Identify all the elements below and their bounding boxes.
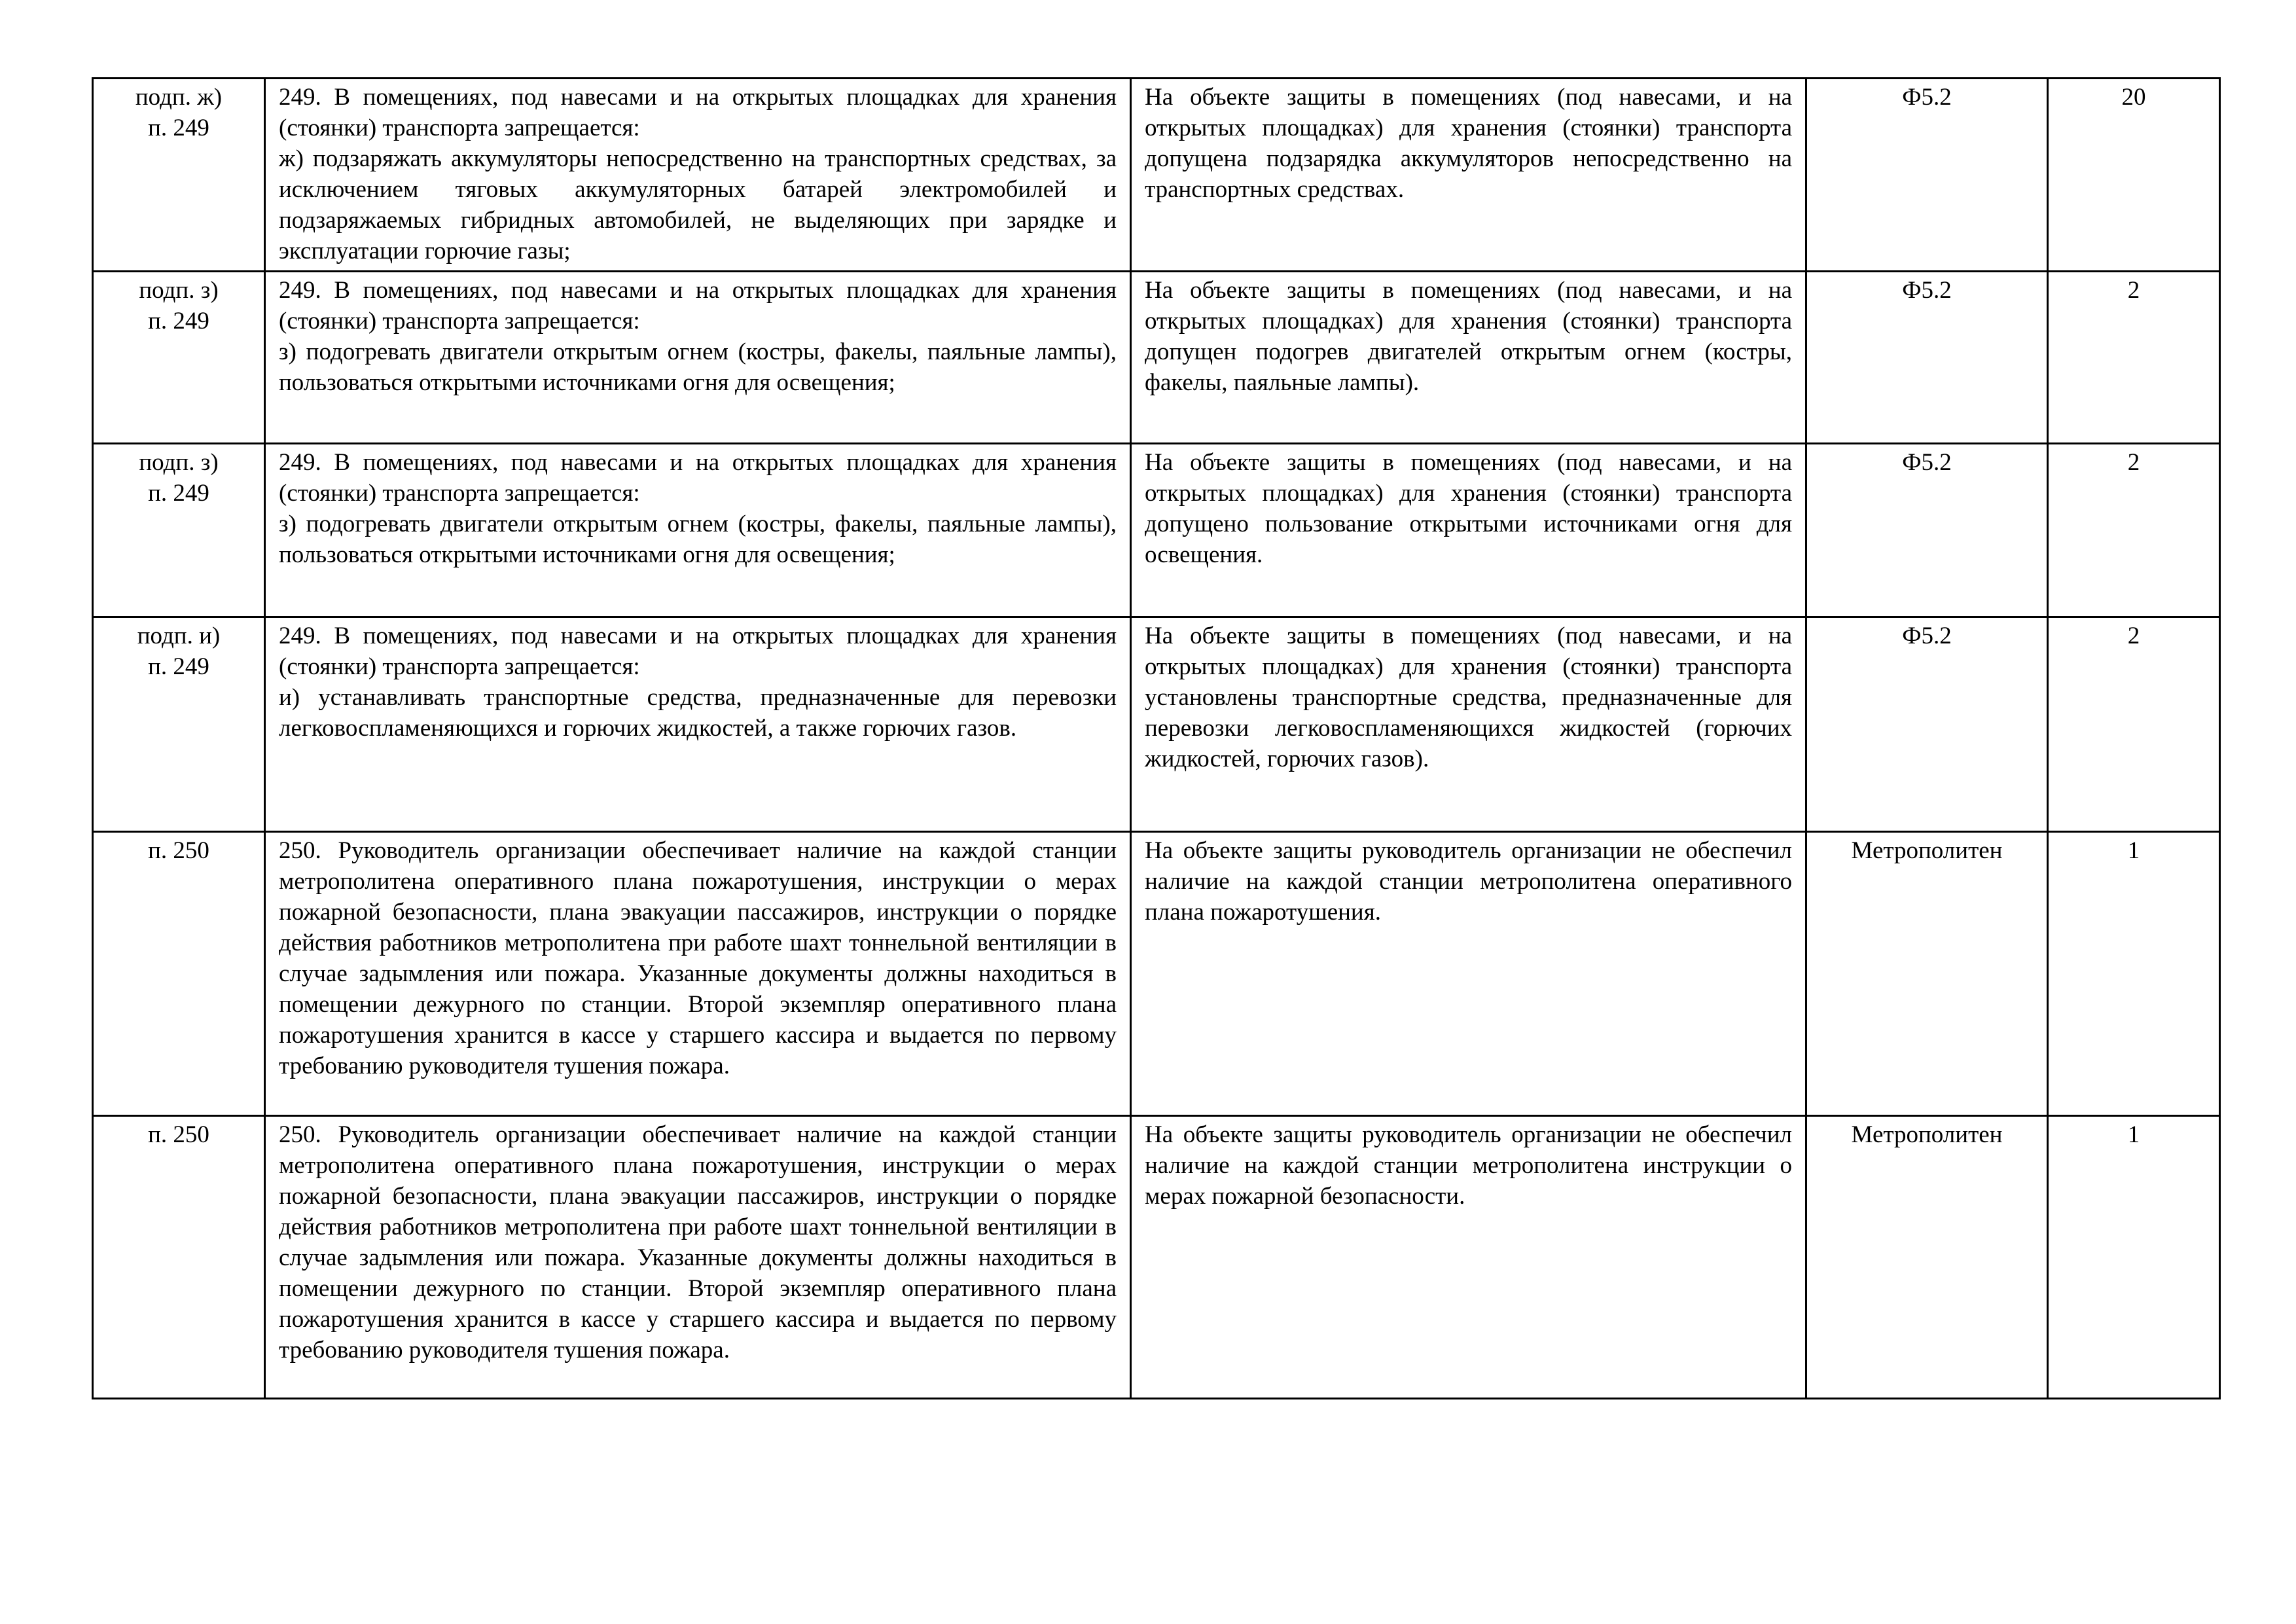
violation-text: На объекте защиты в помещениях (под навесами, и на открытых площадках) для хранения (стоянки) транспорта установлены транспортные средства, предназначенные для перевозки легковоспламеняющихся жидкостей (горючих жидкостей, горючих газов).: [1131, 617, 1806, 832]
table-row: [93, 79, 2220, 272]
violation-text: На объекте защиты в помещениях (под навесами, и на открытых площадках) для хранения (стоянки) транспорта допущена подзарядка аккумуляторов непосредственно на транспортных средствах.: [1131, 79, 1806, 272]
table-row: [93, 1116, 2220, 1399]
violation-text: На объекте защиты в помещениях (под навесами, и на открытых площадках) для хранения (стоянки) транспорта допущено пользование открытыми источниками огня для освещения.: [1131, 444, 1806, 617]
requirement-text: 249. В помещениях, под навесами и на открытых площадках для хранения (стоянки) транспорта запрещается: и) устанавливать транспортные средства, предназначенные для перевозки легковоспламеняющихся и горючих жидкостей, а также горючих газов.: [265, 617, 1131, 832]
clause-reference: подп. ж) п. 249: [93, 79, 265, 272]
object-category: Ф5.2: [1806, 444, 2048, 617]
requirement-text: 250. Руководитель организации обеспечивает наличие на каждой станции метрополитена оперативного плана пожаротушения, инструкции о мерах пожарной безопасности, плана эвакуации пассажиров, инструкции о порядке действия работников метрополитена при работе шахт тоннельной вентиляции в случае задымления или пожара. Указанные документы должны находиться в помещении дежурного по станции. Второй экземпляр оперативного плана пожаротушения хранится в кассе у старшего кассира и выдается по первому требованию руководителя тушения пожара.: [265, 832, 1131, 1116]
table-row: [93, 272, 2220, 444]
requirement-text: 249. В помещениях, под навесами и на открытых площадках для хранения (стоянки) транспорта запрещается: з) подогревать двигатели открытым огнем (костры, факелы, паяльные лампы), пользоваться открытыми источниками огня для освещения;: [265, 272, 1131, 444]
requirement-text: 250. Руководитель организации обеспечивает наличие на каждой станции метрополитена оперативного плана пожаротушения, инструкции о мерах пожарной безопасности, плана эвакуации пассажиров, инструкции о порядке действия работников метрополитена при работе шахт тоннельной вентиляции в случае задымления или пожара. Указанные документы должны находиться в помещении дежурного по станции. Второй экземпляр оперативного плана пожаротушения хранится в кассе у старшего кассира и выдается по первому требованию руководителя тушения пожара.: [265, 1116, 1131, 1399]
table-row: [93, 444, 2220, 617]
violation-text: На объекте защиты руководитель организации не обеспечил наличие на каждой станции метрополитена инструкции о мерах пожарной безопасности.: [1131, 1116, 1806, 1399]
object-category: Ф5.2: [1806, 617, 2048, 832]
object-category: Метрополитен: [1806, 832, 2048, 1116]
clause-reference: п. 250: [93, 1116, 265, 1399]
clause-reference: подп. з) п. 249: [93, 444, 265, 617]
risk-value: 2: [2048, 444, 2220, 617]
object-category: Метрополитен: [1806, 1116, 2048, 1399]
clause-reference: подп. и) п. 249: [93, 617, 265, 832]
risk-value: 1: [2048, 1116, 2220, 1399]
table-row: [93, 832, 2220, 1116]
object-category: Ф5.2: [1806, 272, 2048, 444]
risk-value: 20: [2048, 79, 2220, 272]
risk-value: 2: [2048, 617, 2220, 832]
clause-reference: п. 250: [93, 832, 265, 1116]
risk-value: 2: [2048, 272, 2220, 444]
risk-value: 1: [2048, 832, 2220, 1116]
violation-text: На объекте защиты руководитель организации не обеспечил наличие на каждой станции метрополитена оперативного плана пожаротушения.: [1131, 832, 1806, 1116]
requirement-text: 249. В помещениях, под навесами и на открытых площадках для хранения (стоянки) транспорта запрещается: ж) подзаряжать аккумуляторы непосредственно на транспортных средствах, за исключением тяговых аккумуляторных батарей электромобилей и подзаряжаемых гибридных автомобилей, не выделяющих при зарядке и эксплуатации горючие газы;: [265, 79, 1131, 272]
requirements-table: [92, 77, 2221, 1399]
object-category: Ф5.2: [1806, 79, 2048, 272]
table-row: [93, 617, 2220, 832]
requirement-text: 249. В помещениях, под навесами и на открытых площадках для хранения (стоянки) транспорта запрещается: з) подогревать двигатели открытым огнем (костры, факелы, паяльные лампы), пользоваться открытыми источниками огня для освещения;: [265, 444, 1131, 617]
violation-text: На объекте защиты в помещениях (под навесами, и на открытых площадках) для хранения (стоянки) транспорта допущен подогрев двигателей открытым огнем (костры, факелы, паяльные лампы).: [1131, 272, 1806, 444]
clause-reference: подп. з) п. 249: [93, 272, 265, 444]
